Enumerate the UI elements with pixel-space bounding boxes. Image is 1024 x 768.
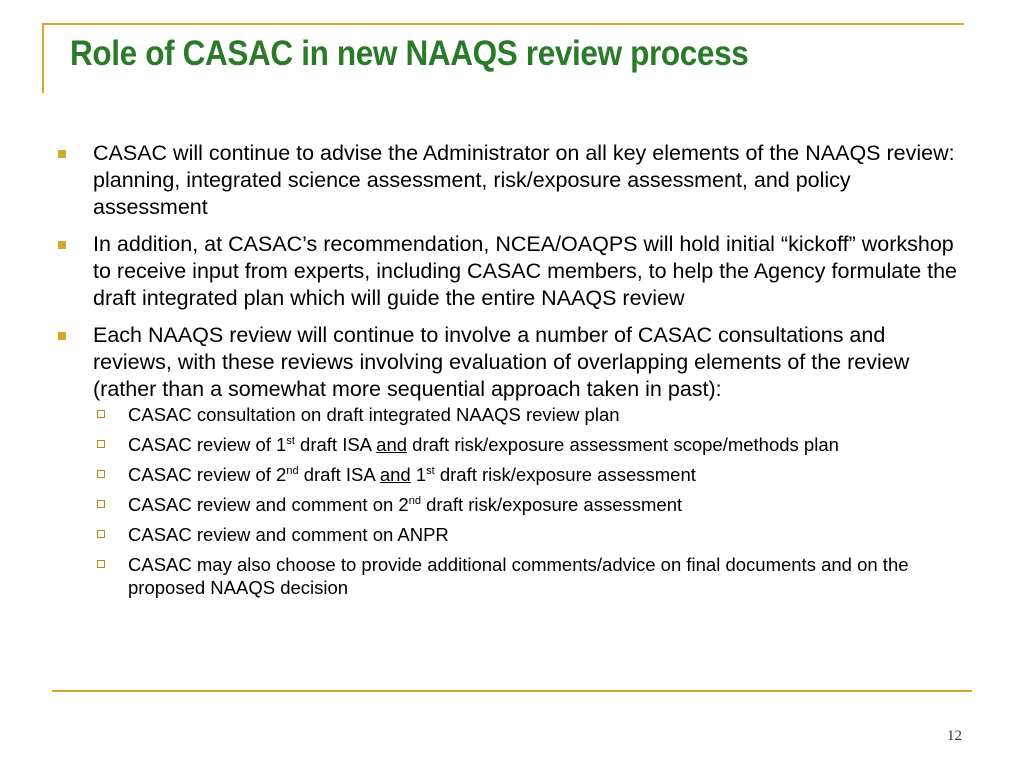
bullet-list <box>58 140 958 599</box>
sub-bullet-item <box>93 493 958 516</box>
sub-bullet-item <box>93 403 958 426</box>
hollow-square-bullet-icon <box>97 500 105 508</box>
sub-bullet-item <box>93 463 958 486</box>
sub-bullet-item <box>93 523 958 546</box>
page-number: 12 <box>947 728 962 744</box>
square-bullet-icon <box>58 150 66 158</box>
sub-bullet-text: CASAC may also choose to provide additional comments/advice on final documents and on the proposed NAAQS decision <box>128 554 909 598</box>
sub-bullet-text: CASAC review and comment on ANPR <box>128 524 449 545</box>
hollow-square-bullet-icon <box>97 560 105 568</box>
sub-bullet-text: CASAC review of 2nd draft ISA and 1st draft risk/exposure assessment <box>128 464 696 485</box>
bullet-text: In addition, at CASAC’s recommendation, NCEA/OAQPS will hold initial “kickoff” workshop to receive input from experts, including CASAC members, to help the Agency formulate the draft integrated plan which will guide the entire NAAQS review <box>93 232 958 310</box>
left-rule <box>42 23 44 93</box>
sub-bullet-item <box>93 553 958 599</box>
bottom-rule <box>52 690 972 692</box>
hollow-square-bullet-icon <box>97 410 105 418</box>
sub-bullet-text: CASAC consultation on draft integrated NAAQS review plan <box>128 404 620 425</box>
hollow-square-bullet-icon <box>97 470 105 478</box>
sub-bullet-item <box>93 433 958 456</box>
sub-bullet-text: CASAC review of 1st draft ISA and draft risk/exposure assessment scope/methods plan <box>128 434 839 455</box>
bullet-item <box>58 322 958 599</box>
slide-title: Role of CASAC in new NAAQS review process <box>70 34 749 73</box>
bullet-item <box>58 231 958 312</box>
sub-bullet-list <box>93 403 958 599</box>
bullet-text: Each NAAQS review will continue to involve a number of CASAC consultations and reviews, with these reviews involving evaluation of overlapping elements of the review (rather than a somewhat more sequential approach taken in past): <box>93 323 910 401</box>
square-bullet-icon <box>58 241 66 249</box>
hollow-square-bullet-icon <box>97 530 105 538</box>
bullet-text: CASAC will continue to advise the Administrator on all key elements of the NAAQS review: planning, integrated science assessment, risk/exposure assessment, and policy assessment <box>93 141 955 219</box>
sub-bullet-text: CASAC review and comment on 2nd draft risk/exposure assessment <box>128 494 683 515</box>
square-bullet-icon <box>58 332 66 340</box>
top-rule <box>42 23 964 25</box>
hollow-square-bullet-icon <box>97 440 105 448</box>
slide-content <box>58 140 958 609</box>
bullet-item <box>58 140 958 221</box>
